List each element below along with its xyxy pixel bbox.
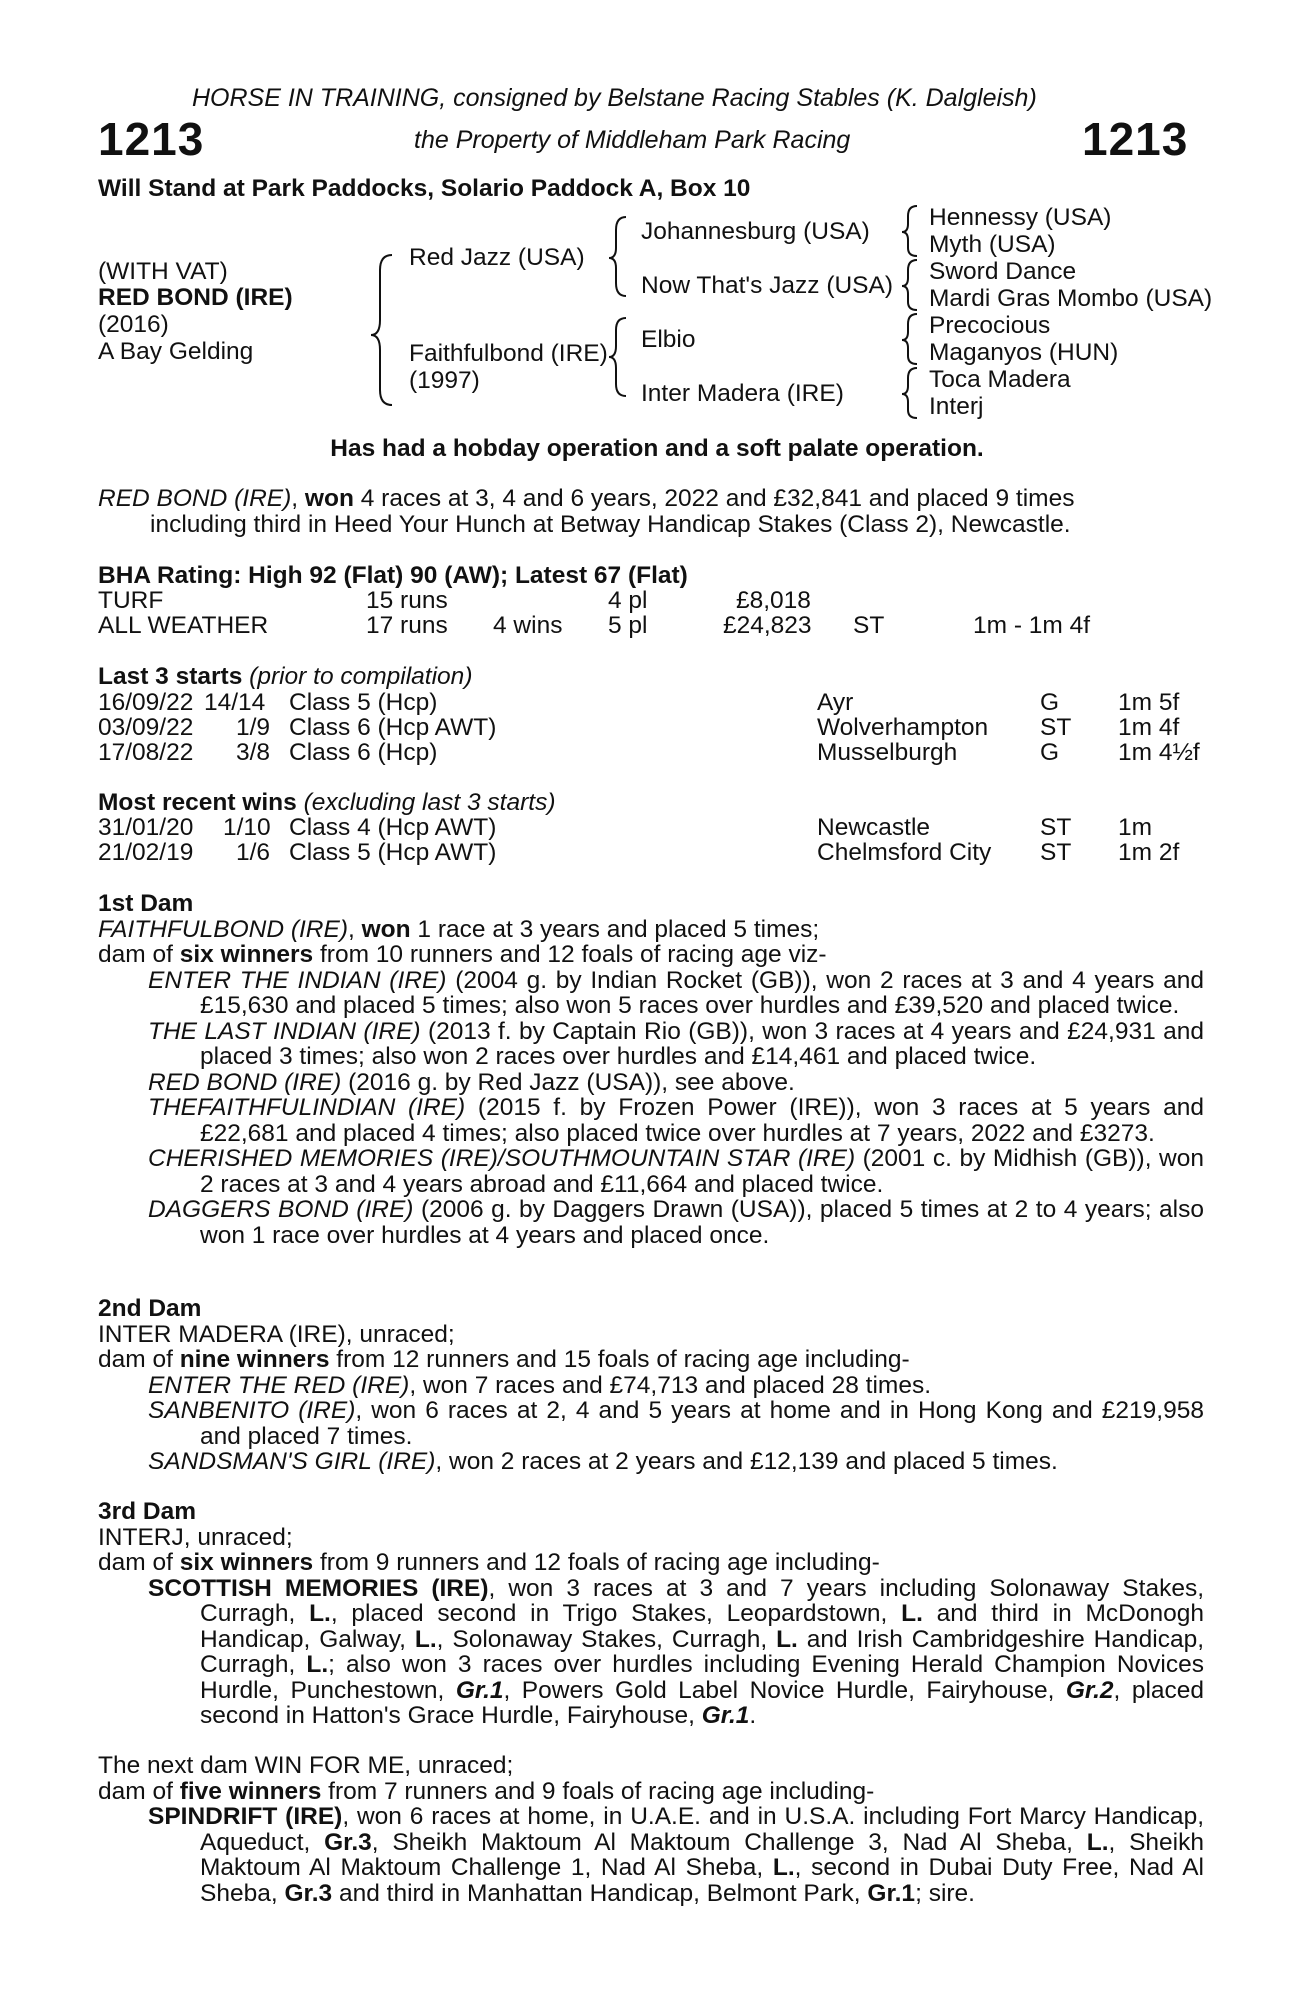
progeny-item (98, 1070, 1204, 1096)
next-dam-produce-prefix: dam of (98, 1777, 180, 1805)
lot-number-left: 1213 (98, 113, 205, 165)
second-dam-winners: nine winners (179, 1346, 330, 1373)
start-date: 03/09/22 (98, 714, 194, 741)
start-class: Class 6 (Hcp) (289, 739, 438, 766)
progeny-name: DAGGERS BOND (IRE) (148, 1196, 414, 1223)
first-dam-section: 1st Dam FAITHFULBOND (IRE), won 1 race at 3 years and placed 5 times; dam of six winners from 10 runners and 12 foals of racing age viz- ENTER THE INDIAN (IRE) (2004 g. by Indian Rocket (GB)), won 2 races at 3 and 4 years and £15,630 and placed 5 times; also won 5 races over hurdles and £39,520 and placed twice. THE LAST INDIAN (IRE) (2013 f. by Captain Rio (GB)), won 3 races at 4 years and £24,931 and placed 3 times; also won 2 races over hurdles and £14,461 and placed twice. RED BOND (IRE) (2016 g. by Red Jazz (USA)), see above. THEFAITHFULINDIAN (IRE) (2015 f. by Frozen Power (IRE)), won 3 races at 5 years and £22,681 and placed 4 times; also placed twice over hurdles at 7 years, 2022 and £3273. CHERISHED MEMORIES (IRE)/SOUTHMOUNTAIN STAR (IRE) (2001 c. by Midhish (GB)), won 2 races at 3 and 4 years abroad and £11,664 and placed twice. DAGGERS BOND (IRE) (2006 g. by Daggers Drawn (USA)), placed 5 times at 2 to 4 years; also won 1 race over hurdles at 4 years and placed once. (98, 890, 1204, 1249)
race-grade: L. (776, 1625, 798, 1653)
race-grade: Gr.1 (701, 1702, 750, 1729)
progeny-item (98, 1576, 1204, 1729)
progeny-text: (2015 f. by Frozen Power (IRE)), won 3 races at 5 years and £22,681 and placed 4 times; also placed twice over hurdles at 7 years, 2022 and £3273. (200, 1094, 1204, 1147)
progeny-name: SPINDRIFT (IRE) (148, 1803, 343, 1830)
dam-dam-sire: Toca Madera (929, 366, 1071, 393)
second-dam-section (98, 1296, 1204, 1475)
progeny-text: . (749, 1702, 757, 1729)
first-dam-produce-prefix: dam of (98, 941, 180, 968)
first-dam-record: 1 race at 3 years and placed 5 times; (410, 915, 820, 943)
next-dam-name: The next dam WIN FOR ME, unraced; (98, 1752, 514, 1779)
rating-runs: 15 runs (366, 587, 448, 614)
start-date: 17/08/22 (98, 739, 194, 766)
sire-sire: Johannesburg (USA) (641, 218, 870, 245)
progeny-text: , second in Dubai Duty Free, Nad Al Sheba, (200, 1854, 1205, 1907)
horse-description: A Bay Gelding (98, 338, 254, 365)
progeny-text: ; sire. (915, 1879, 975, 1907)
start-going: G (1040, 739, 1060, 766)
last3-subtitle: (prior to compilation) (249, 663, 473, 690)
progeny-item (98, 968, 1204, 1019)
sire: Red Jazz (USA) (409, 244, 585, 271)
rating-prize: £24,823 (723, 612, 812, 639)
start-going: ST (1040, 714, 1072, 741)
third-dam-section (98, 1499, 1204, 1729)
summary-horse-name: RED BOND (IRE) (98, 485, 292, 512)
sire-dam: Now That's Jazz (USA) (641, 272, 894, 299)
dam: Faithfulbond (IRE) (409, 340, 608, 367)
race-grade: L. (901, 1600, 923, 1627)
race-grade: Gr.3 (324, 1828, 372, 1856)
rating-placed: 4 pl (608, 587, 648, 614)
start-course: Musselburgh (817, 739, 958, 766)
progeny-text: , placed second in Hatton's Grace Hurdle, Fairyhouse, (200, 1676, 1205, 1729)
last3-heading (98, 664, 472, 690)
win-date: 31/01/20 (98, 814, 194, 841)
race-grade: L. (1086, 1828, 1109, 1856)
first-dam-won: won (361, 915, 411, 943)
start-class: Class 6 (Hcp AWT) (289, 714, 497, 741)
race-grade: L. (309, 1600, 331, 1627)
start-going: G (1040, 689, 1060, 716)
race-summary: RED BOND (IRE), won 4 races at 3, 4 and 6 years, 2022 and £32,841 and placed 9 times including third in Heed Your Hunch at Betway Handicap Stakes (Class 2), Newcastle. (98, 486, 1204, 537)
progeny-text: , Sheikh Maktoum Al Maktoum Challenge 1, Nad Al Sheba, (200, 1828, 1205, 1881)
race-grade: L. (414, 1625, 437, 1653)
progeny-text: , won 2 races at 2 years and £12,139 and placed 5 times. (435, 1448, 1058, 1475)
bha-rating: BHA Rating: High 92 (Flat) 90 (AW); Latest 67 (Flat) (98, 562, 688, 589)
vat-label: (WITH VAT) (98, 258, 228, 285)
second-dam-name: INTER MADERA (IRE), unraced; (98, 1320, 455, 1348)
rating-runs: 17 runs (366, 612, 448, 639)
dam-year: (1997) (409, 367, 480, 394)
sire-dam-dam: Mardi Gras Mombo (USA) (929, 285, 1213, 312)
third-dam-heading: 3rd Dam (98, 1498, 197, 1525)
start-distance: 1m 5f (1118, 689, 1180, 716)
next-dam-winners: five winners (179, 1777, 322, 1805)
win-date: 21/02/19 (98, 839, 194, 866)
progeny-item (98, 1095, 1204, 1146)
progeny-item (98, 1398, 1204, 1449)
progeny-name: CHERISHED MEMORIES (IRE)/SOUTHMOUNTAIN STAR (IRE) (148, 1145, 856, 1172)
start-course: Ayr (817, 689, 854, 716)
start-position: 3/8 (236, 739, 271, 766)
progeny-item (98, 1449, 1204, 1475)
win-course: Chelmsford City (817, 839, 992, 866)
win-class: Class 5 (Hcp AWT) (289, 839, 497, 866)
last3-title: Last 3 starts (98, 663, 243, 690)
progeny-name: RED BOND (IRE) (148, 1068, 342, 1096)
first-dam-heading: 1st Dam (98, 890, 194, 917)
summary-won: won (304, 485, 354, 512)
race-grade: L. (306, 1651, 329, 1678)
progeny-item (98, 1197, 1204, 1248)
third-dam-produce-text: from 9 runners and 12 foals of racing age including- (313, 1549, 880, 1576)
win-position: 1/10 (223, 814, 271, 841)
race-grade: Gr.2 (1065, 1676, 1114, 1704)
start-class: Class 5 (Hcp) (289, 689, 438, 716)
rating-surface: TURF (98, 587, 164, 614)
second-dam-heading: 2nd Dam (98, 1295, 202, 1322)
win-class: Class 4 (Hcp AWT) (289, 814, 497, 841)
dam-sire-sire: Precocious (929, 312, 1051, 339)
third-dam-winners: six winners (179, 1549, 314, 1576)
win-distance: 1m (1118, 814, 1153, 841)
property-line: the Property of Middleham Park Racing (414, 126, 851, 154)
recent-subtitle: (excluding last 3 starts) (303, 789, 556, 816)
next-dam-section (98, 1753, 1204, 1906)
progeny-item (98, 1804, 1204, 1906)
progeny-name: ENTER THE RED (IRE) (148, 1371, 410, 1399)
race-grade: L. (772, 1854, 795, 1881)
progeny-text: and third in McDonogh Handicap, Galway, (200, 1600, 1204, 1653)
progeny-name: THE LAST INDIAN (IRE) (148, 1017, 421, 1045)
progeny-text: , won 3 races at 3 and 7 years including Solonaway Stakes, Curragh, (200, 1574, 1204, 1627)
recent-heading (98, 790, 555, 816)
progeny-text: , Solonaway Stakes, Curragh, (436, 1625, 777, 1653)
first-dam-name: FAITHFULBOND (IRE) (98, 915, 348, 943)
rating-going: ST (853, 612, 885, 639)
progeny-text: (2004 g. by Indian Rocket (GB)), won 2 races at 3 and 4 years and £15,630 and placed 5 times; also won 5 races over hurdles and £39,520 and placed twice. (200, 966, 1204, 1019)
rating-prize: £8,018 (736, 587, 811, 614)
start-distance: 1m 4½f (1118, 739, 1200, 766)
progeny-text: (2016 g. by Red Jazz (USA)), see above. (341, 1068, 795, 1096)
progeny-item (98, 1019, 1204, 1070)
start-position: 1/9 (236, 714, 271, 741)
win-going: ST (1040, 839, 1072, 866)
sire-sire-dam: Myth (USA) (929, 231, 1056, 258)
progeny-text: (2001 c. by Midhish (GB)), won 2 races at 3 and 4 years abroad and £11,664 and placed twice. (200, 1145, 1204, 1198)
horse-name: RED BOND (IRE) (98, 284, 293, 311)
progeny-name: ENTER THE INDIAN (IRE) (148, 966, 447, 994)
start-date: 16/09/22 (98, 689, 194, 716)
recent-title: Most recent wins (98, 789, 297, 816)
rating-wins: 4 wins (493, 612, 563, 639)
progeny-text: (2006 g. by Daggers Drawn (USA)), placed 5 times at 2 to 4 years; also won 1 race over hurdles at 4 years and placed once. (200, 1196, 1204, 1249)
third-dam-produce-prefix: dam of (98, 1549, 180, 1576)
horse-year: (2016) (98, 311, 169, 338)
progeny-name: SANDSMAN'S GIRL (IRE) (148, 1448, 436, 1475)
win-distance: 1m 2f (1118, 839, 1180, 866)
consignor-line: HORSE IN TRAINING, consigned by Belstane Racing Stables (K. Dalgleish) (192, 84, 1037, 112)
progeny-text: (2013 f. by Captain Rio (GB)), won 3 races at 4 years and £24,931 and placed 3 times; also won 2 races over hurdles and £14,461 and placed twice. (200, 1017, 1204, 1070)
start-position: 14/14 (204, 689, 266, 716)
rating-placed: 5 pl (608, 612, 648, 639)
dam-sire-dam: Maganyos (HUN) (929, 339, 1119, 366)
summary-text-1: 4 races at 3, 4 and 6 years, 2022 and £32,841 and placed 9 times (353, 485, 1075, 512)
progeny-text: and third in Manhattan Handicap, Belmont Park, (332, 1879, 868, 1907)
sire-dam-sire: Sword Dance (929, 258, 1077, 285)
third-dam-name: INTERJ, unraced; (98, 1523, 293, 1551)
race-grade: Gr.1 (867, 1879, 916, 1907)
progeny-text: , won 6 races at home, in U.A.E. and in U.S.A. including Fort Marcy Handicap, Aqueduct, (200, 1803, 1204, 1856)
win-position: 1/6 (236, 839, 271, 866)
progeny-text: , won 7 races and £74,713 and placed 28 times. (409, 1371, 931, 1399)
win-course: Newcastle (817, 814, 931, 841)
progeny-text: ; also won 3 races over hurdles including Evening Herald Champion Novices Hurdle, Punchestown, (200, 1651, 1204, 1704)
progeny-name: THEFAITHFULINDIAN (IRE) (148, 1094, 466, 1121)
dam-dam-dam: Interj (929, 393, 984, 420)
second-dam-produce-prefix: dam of (98, 1346, 180, 1373)
start-course: Wolverhampton (817, 714, 989, 741)
rating-distance: 1m - 1m 4f (973, 612, 1091, 639)
sire-sire-sire: Hennessy (USA) (929, 204, 1112, 231)
progeny-text: , won 6 races at 2, 4 and 5 years at home and in Hong Kong and £219,958 and placed 7 times. (200, 1397, 1204, 1450)
next-dam-produce-text: from 7 runners and 9 foals of racing age including- (321, 1777, 875, 1805)
progeny-name: SCOTTISH MEMORIES (IRE) (148, 1574, 489, 1602)
race-grade: Gr.1 (455, 1676, 504, 1704)
dam-sire: Elbio (641, 326, 696, 353)
progeny-text: , placed second in Trigo Stakes, Leopardstown, (330, 1600, 902, 1627)
summary-text-2: including third in Heed Your Hunch at Betway Handicap Stakes (Class 2), Newcastle. (150, 510, 1071, 538)
first-dam-produce-text: from 10 runners and 12 foals of racing age viz- (313, 941, 827, 968)
operation-note: Has had a hobday operation and a soft palate operation. (330, 435, 984, 462)
progeny-item (98, 1373, 1204, 1399)
start-distance: 1m 4f (1118, 714, 1180, 741)
dam-dam: Inter Madera (IRE) (641, 380, 844, 407)
progeny-name: SANBENITO (IRE) (148, 1397, 356, 1424)
race-grade: Gr.3 (284, 1879, 333, 1907)
win-going: ST (1040, 814, 1072, 841)
progeny-text: , Sheikh Maktoum Al Maktoum Challenge 3, Nad Al Sheba, (371, 1828, 1087, 1856)
progeny-text: , Powers Gold Label Novice Hurdle, Fairyhouse, (503, 1676, 1066, 1704)
stand-location: Will Stand at Park Paddocks, Solario Paddock A, Box 10 (98, 175, 751, 202)
lot-number-right: 1213 (1082, 113, 1189, 165)
progeny-text: and Irish Cambridgeshire Handicap, Curragh, (200, 1625, 1204, 1678)
first-dam-winners: six winners (179, 941, 314, 968)
rating-surface: ALL WEATHER (98, 612, 269, 639)
progeny-item (98, 1146, 1204, 1197)
second-dam-produce-text: from 12 runners and 15 foals of racing age including- (329, 1346, 910, 1373)
